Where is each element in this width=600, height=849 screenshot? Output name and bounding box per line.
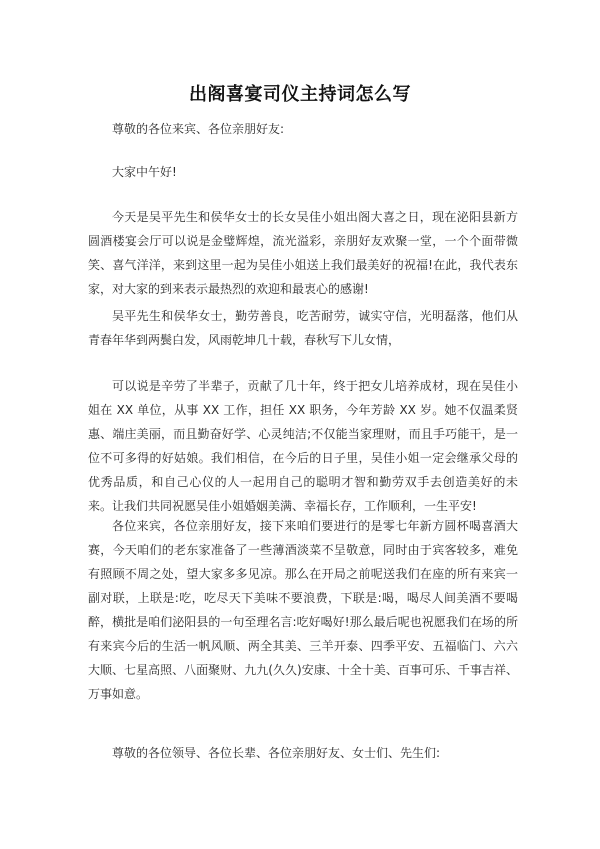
paragraph-toast: 各位来宾，各位亲朋好友，接下来咱们要进行的是零七年新方圆杯喝喜酒大赛，今天咱们的老东家准备了一些薄酒淡菜不呈敬意，同时由于宾客较多，难免有照顾不周之处，望大家多多见凉。那么在开局之前呢送我们在座的所有来宾一副对联，上联是:吃，吃尽天下美味不要浪费，下联是:喝，喝尽人间美酒不要喝醉，横批是咱们泌阳县的一句至理名言:吃好喝好!那么最后呢也祝愿我们在场的所有来宾今后的生活一帆风顺、两全其美、三羊开泰、四季平安、五福临门、六六大顺、七星高照、八面聚财、九九(久久)安康、十全十美、百事可乐、千事吉祥、万事如意。 (88, 519, 518, 701)
paragraph-bride: 可以说是辛劳了半辈子，贡献了几十年，终于把女儿培养成材，现在吴佳小姐在 XX 单位，从事 XX 工作，担任 XX 职务，今年芳龄 XX 岁。她不仅温柔贤惠、端庄美丽，而且勤奋好学、心灵纯洁;不仅能当家理财，而且手巧能干，是一位不可多得的好姑娘。我们相信，在今后的日子里，吴佳小姐一定会继承父母的优秀品质，和自己心仪的人一起用自己的聪明才智和勤劳双手去创造美好的未来。让我们共同祝愿吴佳小姐婚姻美满、幸福长存，工作顺利，一生平安! (88, 379, 518, 513)
page-title: 出阁喜宴司仪主持词怎么写 (189, 84, 411, 105)
paragraph-second-greeting: 尊敬的各位领导、各位长辈、各位亲朋好友、女士们、先生们: (112, 746, 441, 760)
greeting-line: 尊敬的各位来宾、各位亲朋好友: (112, 122, 285, 136)
paragraph-parents: 吴平先生和侯华女士，勤劳善良，吃苦耐劳，诚实守信，光明磊落，他们从青春年华到两鬓白发，风雨乾坤几十载，春秋写下儿女情， (88, 309, 518, 347)
hello-line: 大家中午好! (112, 165, 177, 179)
paragraph-opening: 今天是吴平先生和侯华女士的长女吴佳小姐出阁大喜之日，现在泌阳县新方圆酒楼宴会厅可以说是金璧辉煌，流光溢彩，亲朋好友欢聚一堂，一个个面带微笑、喜气洋洋，来到这里一起为吴佳小姐送上我们最美好的祝福!在此，我代表东家，对大家的到来表示最热烈的欢迎和最衷心的感谢! (88, 210, 518, 296)
